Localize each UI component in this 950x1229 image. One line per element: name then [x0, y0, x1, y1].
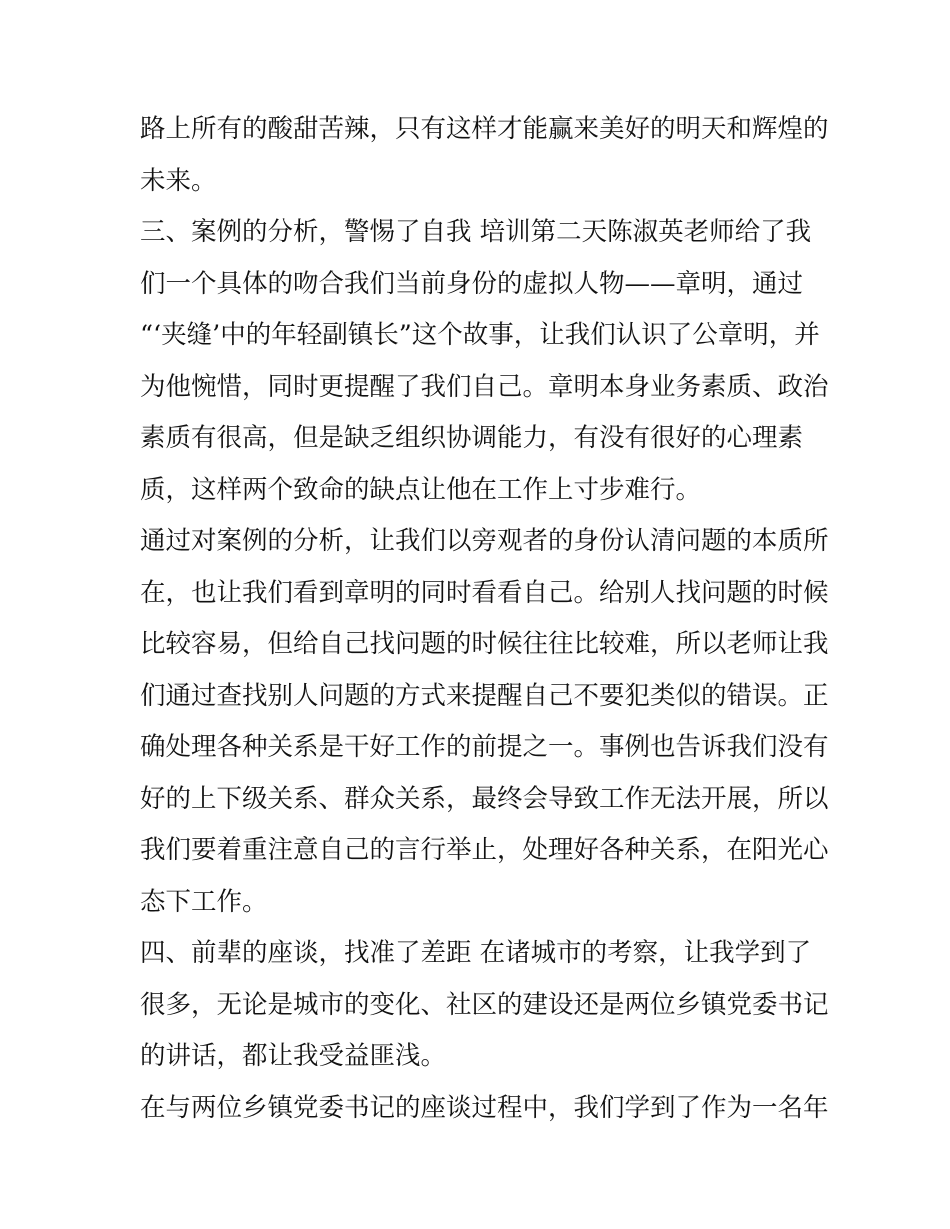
section-heading-line: 四、前辈的座谈，找准了差距 在诸城市的考察，让我学到了: [140, 938, 812, 968]
text-line: “‘夹缝’中的年轻副镇长”这个故事，让我们认识了公章明，并: [140, 320, 820, 350]
text-line: 们通过查找别人问题的方式来提醒自己不要犯类似的错误。正: [140, 680, 829, 711]
text-line: 态下工作。: [140, 886, 268, 917]
text-line: 为他惋惜，同时更提醒了我们自己。章明本身业务素质、政治: [140, 371, 829, 402]
text-line: 质，这样两个致命的缺点让他在工作上寸步难行。: [140, 474, 702, 505]
text-line: 好的上下级关系、群众关系，最终会导致工作无法开展，所以: [140, 783, 829, 814]
text-line: 确处理各种关系是干好工作的前提之一。事例也告诉我们没有: [140, 732, 829, 762]
text-line: 在与两位乡镇党委书记的座谈过程中，我们学到了作为一名年: [140, 1092, 829, 1123]
text-line: 在，也让我们看到章明的同时看看自己。给别人找问题的时候: [140, 577, 829, 608]
document-body: [140, 104, 830, 1134]
text-line: 很多，无论是城市的变化、社区的建设还是两位乡镇党委书记: [140, 989, 829, 1020]
section-heading-line: 三、案例的分析，警惕了自我 培训第二天陈淑英老师给了我: [140, 217, 812, 247]
text-line: 未来。: [140, 165, 217, 196]
text-line: 的讲话，都让我受益匪浅。: [140, 1041, 447, 1071]
text-line: 我们要着重注意自己的言行举止，处理好各种关系，在阳光心: [140, 835, 829, 865]
text-line: 通过对案例的分析，让我们以旁观者的身份认清问题的本质所: [140, 526, 829, 556]
text-line: 比较容易，但给自己找问题的时候往往比较难，所以老师让我: [140, 629, 829, 659]
text-line: 们一个具体的吻合我们当前身份的虚拟人物——章明，通过: [140, 268, 804, 299]
text-line: 素质有很高，但是缺乏组织协调能力，有没有很好的心理素: [140, 423, 804, 453]
text-line: 路上所有的酸甜苦辣，只有这样才能赢来美好的明天和辉煌的: [140, 114, 829, 144]
